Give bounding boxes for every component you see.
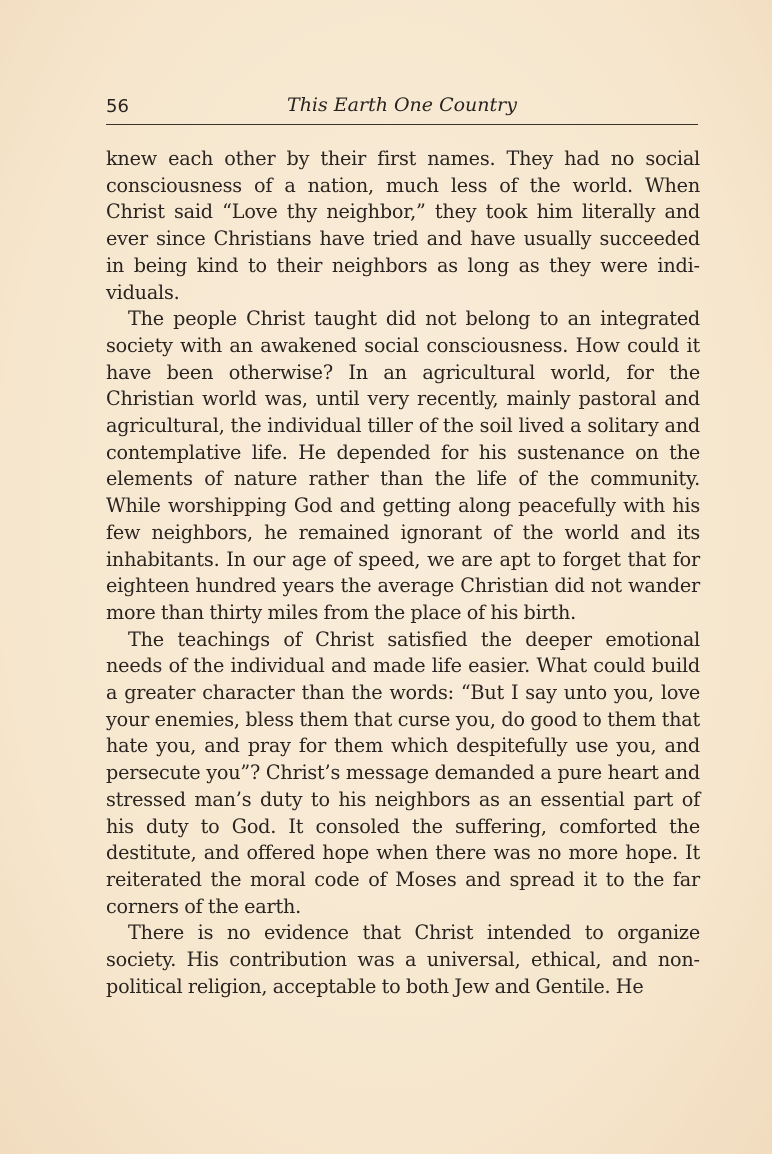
running-title: This Earth One Country <box>287 94 517 116</box>
paragraph-3: The teachings of Christ satisfied the deeper emotional needs of the individual and made life easier. What could build a greater character than the words: “But I say unto you, love your enemies, bless them that curse you, do good to them that hate you, and pray for them which despitefully use you, and persecute you”? Christ’s message demanded a pure heart and stressed man’s duty to his neighbors as an essential part of his duty to God. It consoled the suffering, comforted the destitute, and offered hope when there was no more hope. It reiterated the moral code of Moses and spread it to the far corners of the earth. <box>106 627 700 918</box>
paragraph-2: The people Christ taught did not belong to an integrated society with an awakened social consciousness. How could it have been otherwise? In an agricultural world, for the Christian world was, until very recently, mainly pastoral and agricultural, the individual tiller of the soil lived a solitary and contemplative life. He depended for his sustenance on the elements of nature rather than the life of the community. While worshipping God and getting along peacefully with his few neighbors, he remained ignorant of the world and its inhabitants. In our age of speed, we are apt to forget that for eighteen hundred years the average Christian did not wander more than thirty miles from the place of his birth. <box>106 307 700 624</box>
body-text <box>106 146 700 1001</box>
running-header <box>106 94 698 125</box>
paragraph-1: knew each other by their first names. They had no social consciousness of a nation, much less of the world. When Christ said “Love thy neighbor,” they took him literally and ever since Christians have tried and have usually succeeded in being kind to their neighbors as long as they were individuals. <box>106 147 700 304</box>
page-number: 56 <box>106 96 129 117</box>
paragraph-4: There is no evidence that Christ intended to organize society. His contribution was a universal, ethical, and nonpolitical religion, acceptable to both Jew and Gentile. He <box>106 921 700 998</box>
